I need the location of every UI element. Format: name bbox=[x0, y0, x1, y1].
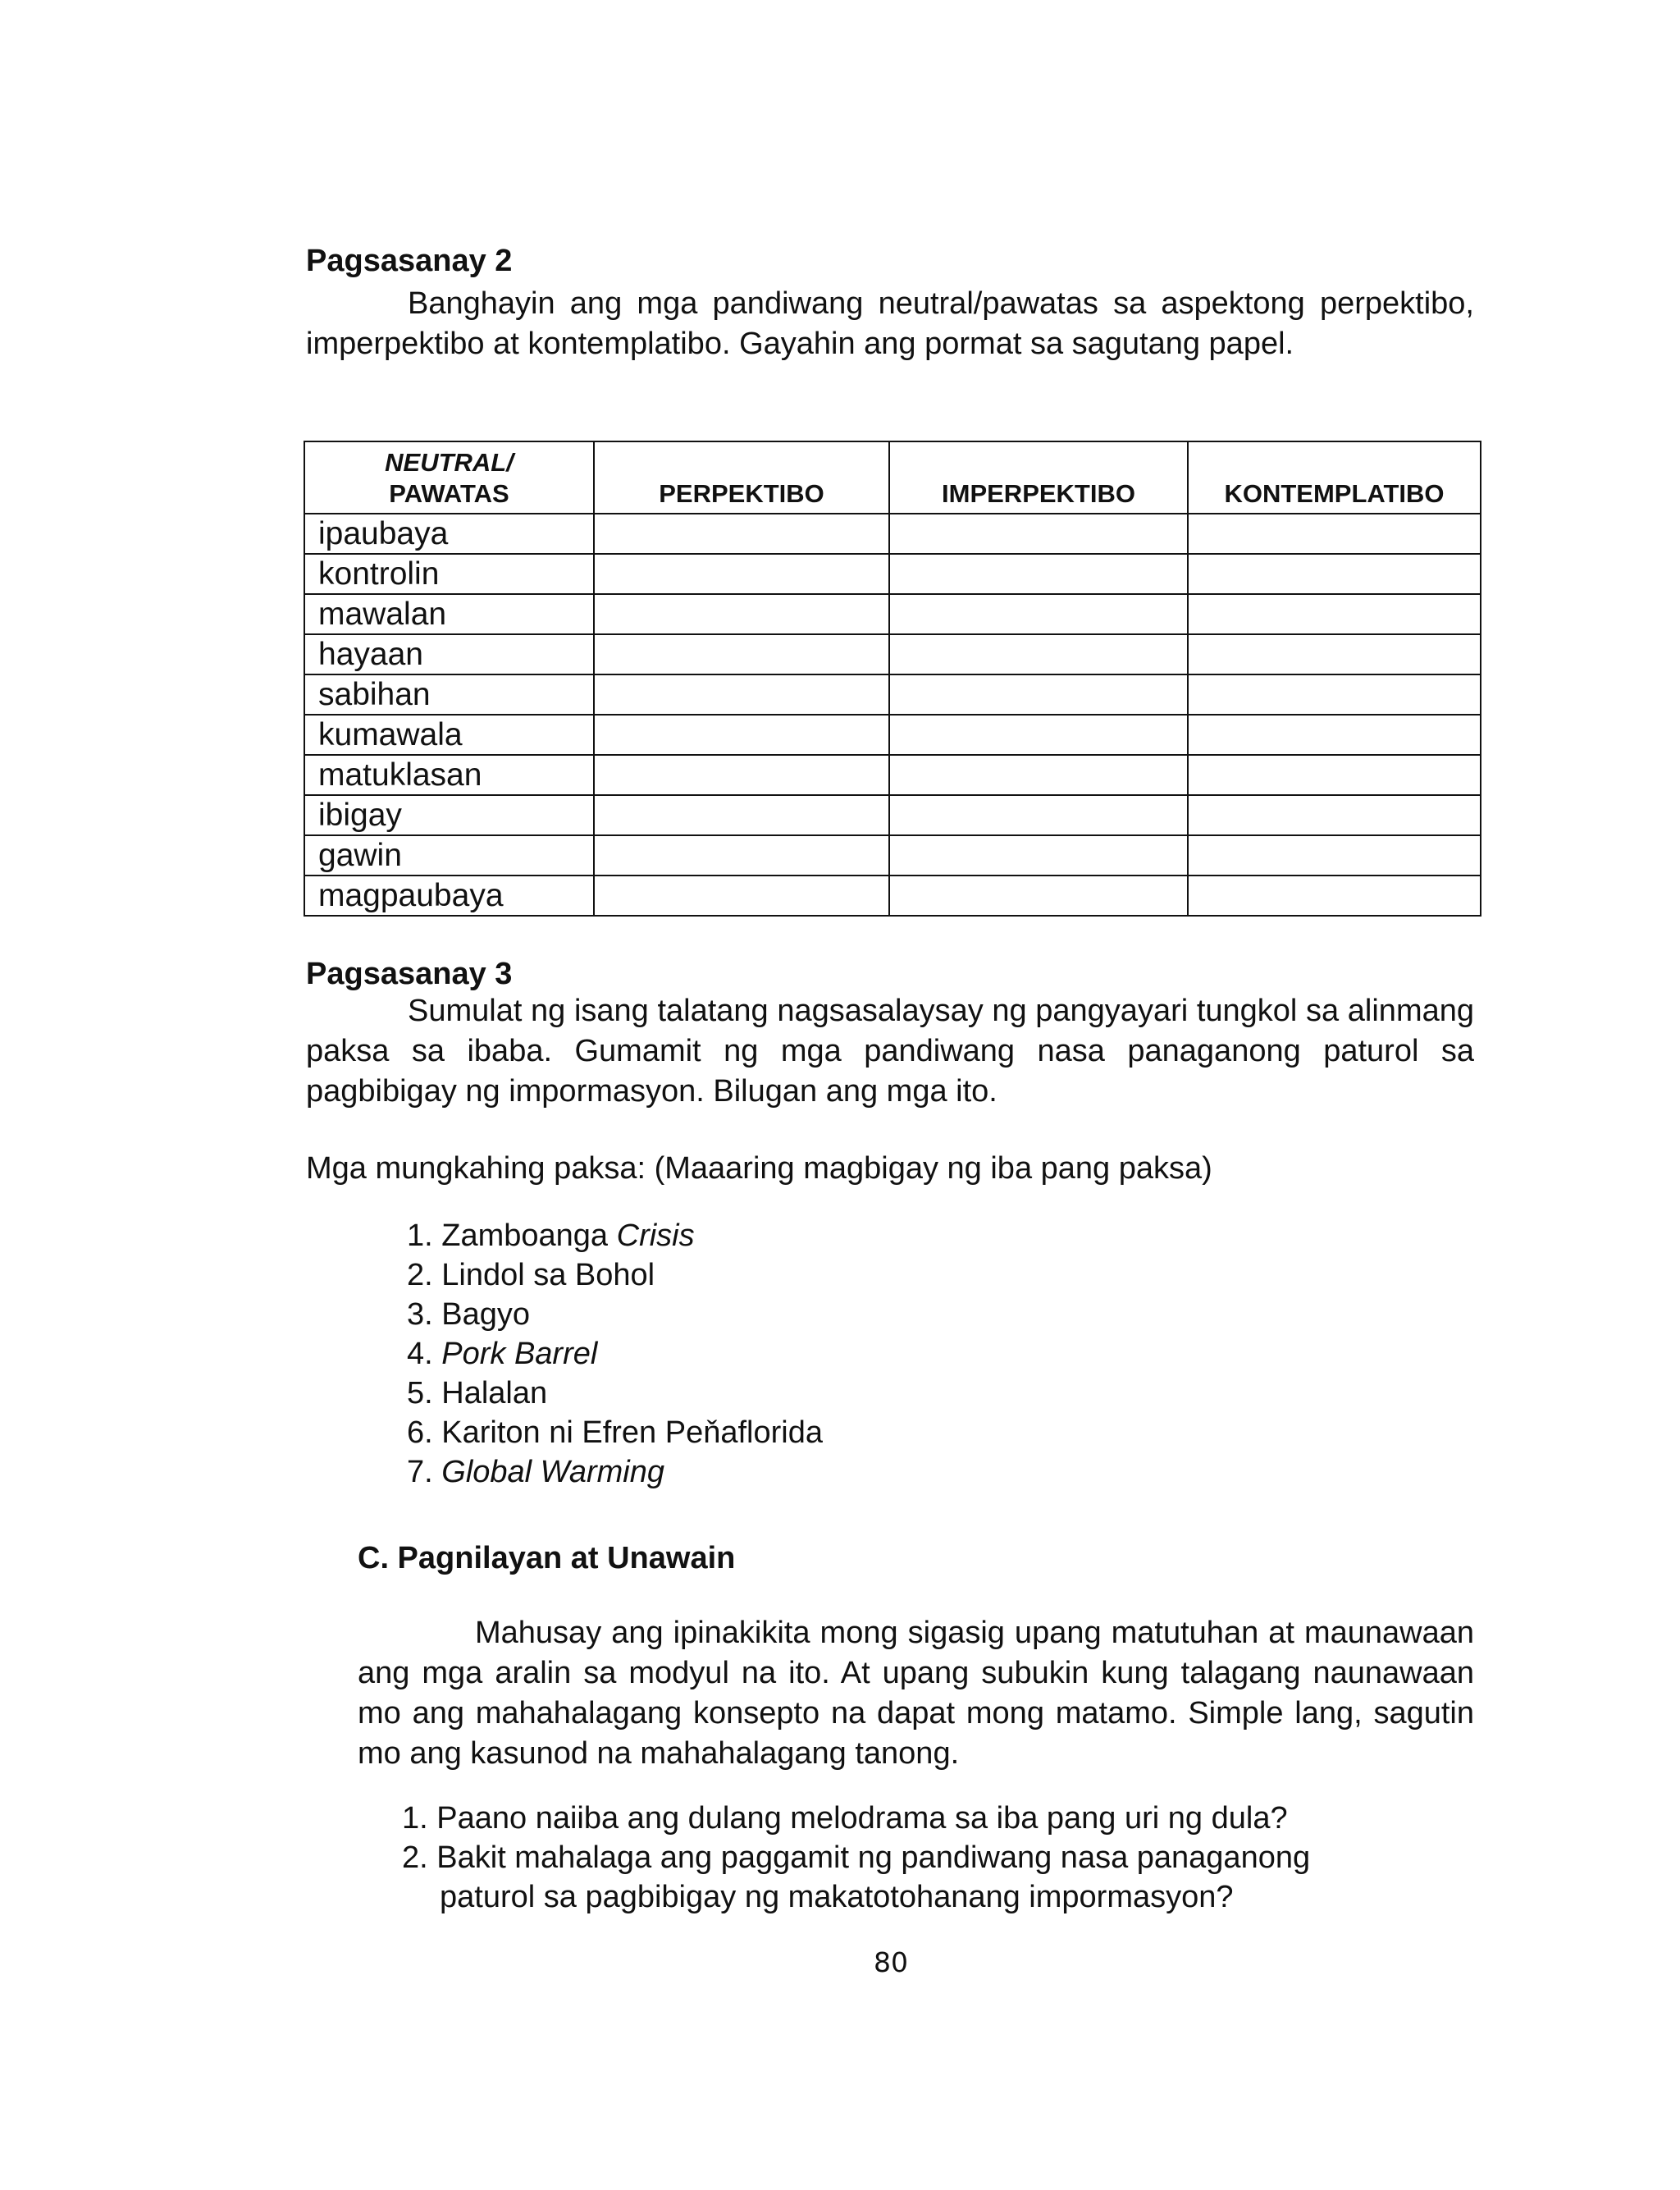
pagsasanay-2-instruction: Banghayin ang mga pandiwang neutral/pawatas sa aspektong perpektibo, imperpektibo at kontemplatibo. Gayahin ang pormat sa sagutang papel. bbox=[306, 286, 1474, 361]
imperpektibo-answer-cell bbox=[889, 835, 1188, 876]
list-item bbox=[407, 1413, 823, 1452]
question-number: 2. bbox=[402, 1840, 428, 1875]
table-row bbox=[304, 514, 1481, 554]
topics-list bbox=[407, 1216, 823, 1492]
question-text: Paano naiiba ang dulang melodrama sa iba pang uri ng dula? bbox=[436, 1801, 1288, 1836]
perpektibo-answer-cell bbox=[594, 634, 889, 674]
verb-cell: kumawala bbox=[304, 715, 594, 755]
imperpektibo-answer-cell bbox=[889, 795, 1188, 835]
list-number: 3. bbox=[407, 1297, 433, 1332]
topic-text: Zamboanga bbox=[441, 1218, 617, 1253]
list-item bbox=[407, 1255, 823, 1295]
table-row bbox=[304, 554, 1481, 594]
kontemplatibo-answer-cell bbox=[1188, 755, 1481, 795]
topic-text: Kariton ni Efren Peňaflorida bbox=[441, 1415, 823, 1450]
perpektibo-answer-cell bbox=[594, 674, 889, 715]
kontemplatibo-answer-cell bbox=[1188, 674, 1481, 715]
table-row bbox=[304, 674, 1481, 715]
header-perpektibo: PERPEKTIBO bbox=[594, 441, 889, 514]
section-c-paragraph: Mahusay ang ipinakikita mong sigasig upang matutuhan at maunawaan ang mga aralin sa modyul na ito. At upang subukin kung talagang naunawaan mo ang mahahalagang konsepto na dapat mong matamo. Simple lang, sagutin mo ang kasunod na mahahalagang tanong. bbox=[358, 1616, 1474, 1771]
question-item bbox=[402, 1799, 1310, 1838]
table-header-row bbox=[304, 441, 1481, 514]
header-pawatas-label: PAWATAS bbox=[389, 479, 509, 508]
list-item bbox=[407, 1295, 823, 1334]
topic-italic-text: Pork Barrel bbox=[441, 1337, 598, 1371]
list-number: 7. bbox=[407, 1455, 433, 1489]
table-row bbox=[304, 755, 1481, 795]
questions-list bbox=[402, 1799, 1310, 1917]
list-number: 2. bbox=[407, 1258, 433, 1292]
table-row bbox=[304, 835, 1481, 876]
imperpektibo-answer-cell bbox=[889, 514, 1188, 554]
perpektibo-answer-cell bbox=[594, 594, 889, 634]
verb-cell: sabihan bbox=[304, 674, 594, 715]
verb-cell: kontrolin bbox=[304, 554, 594, 594]
verb-cell: ibigay bbox=[304, 795, 594, 835]
perpektibo-answer-cell bbox=[594, 835, 889, 876]
kontemplatibo-answer-cell bbox=[1188, 715, 1481, 755]
question-item bbox=[402, 1838, 1310, 1917]
question-text-continued: paturol sa pagbibigay ng makatotohanang impormasyon? bbox=[440, 1880, 1234, 1914]
perpektibo-answer-cell bbox=[594, 795, 889, 835]
imperpektibo-answer-cell bbox=[889, 674, 1188, 715]
table-row bbox=[304, 876, 1481, 916]
pagsasanay-3-title: Pagsasanay 3 bbox=[306, 957, 513, 991]
imperpektibo-answer-cell bbox=[889, 634, 1188, 674]
header-neutral-label: NEUTRAL/ bbox=[385, 448, 514, 477]
page-number: 80 bbox=[874, 1946, 908, 1978]
list-item bbox=[407, 1216, 823, 1255]
imperpektibo-answer-cell bbox=[889, 594, 1188, 634]
list-item bbox=[407, 1452, 823, 1492]
verb-cell: mawalan bbox=[304, 594, 594, 634]
list-number: 4. bbox=[407, 1337, 433, 1371]
perpektibo-answer-cell bbox=[594, 715, 889, 755]
perpektibo-answer-cell bbox=[594, 514, 889, 554]
topic-italic-text: Global Warming bbox=[441, 1455, 664, 1489]
list-item bbox=[407, 1334, 823, 1374]
verb-cell: magpaubaya bbox=[304, 876, 594, 916]
kontemplatibo-answer-cell bbox=[1188, 594, 1481, 634]
pagsasanay-2-title: Pagsasanay 2 bbox=[306, 244, 513, 278]
verb-cell: hayaan bbox=[304, 634, 594, 674]
question-number: 1. bbox=[402, 1801, 428, 1836]
conjugation-table bbox=[304, 441, 1481, 917]
list-number: 5. bbox=[407, 1376, 433, 1410]
kontemplatibo-answer-cell bbox=[1188, 514, 1481, 554]
pagsasanay-3-instruction: Sumulat ng isang talatang nagsasalaysay ng pangyayari tungkol sa alinmang paksa sa ibaba. Gumamit ng mga pandiwang nasa panaganong paturol sa pagbibigay ng impormasyon. Bilugan ang mga ito. bbox=[306, 994, 1474, 1109]
imperpektibo-answer-cell bbox=[889, 554, 1188, 594]
list-number: 6. bbox=[407, 1415, 433, 1450]
topic-italic-text: Crisis bbox=[616, 1218, 695, 1253]
imperpektibo-answer-cell bbox=[889, 876, 1188, 916]
topic-text: Lindol sa Bohol bbox=[441, 1258, 655, 1292]
imperpektibo-answer-cell bbox=[889, 755, 1188, 795]
topic-text: Halalan bbox=[441, 1376, 548, 1410]
header-kontemplatibo: KONTEMPLATIBO bbox=[1188, 441, 1481, 514]
topic-text: Bagyo bbox=[441, 1297, 531, 1332]
header-imperpektibo: IMPERPEKTIBO bbox=[889, 441, 1188, 514]
section-c-title: C. Pagnilayan at Unawain bbox=[358, 1541, 736, 1575]
table-row bbox=[304, 795, 1481, 835]
list-number: 1. bbox=[407, 1218, 433, 1253]
kontemplatibo-answer-cell bbox=[1188, 634, 1481, 674]
suggested-topics-label: Mga mungkahing paksa: (Maaaring magbigay ng iba pang paksa) bbox=[306, 1151, 1212, 1186]
verb-cell: gawin bbox=[304, 835, 594, 876]
perpektibo-answer-cell bbox=[594, 876, 889, 916]
question-text: Bakit mahalaga ang paggamit ng pandiwang nasa panaganong bbox=[436, 1840, 1311, 1875]
table-row bbox=[304, 634, 1481, 674]
perpektibo-answer-cell bbox=[594, 755, 889, 795]
table-row bbox=[304, 594, 1481, 634]
list-item bbox=[407, 1374, 823, 1413]
imperpektibo-answer-cell bbox=[889, 715, 1188, 755]
header-neutral-pawatas bbox=[304, 441, 594, 514]
verb-cell: ipaubaya bbox=[304, 514, 594, 554]
kontemplatibo-answer-cell bbox=[1188, 795, 1481, 835]
verb-cell: matuklasan bbox=[304, 755, 594, 795]
table-row bbox=[304, 715, 1481, 755]
kontemplatibo-answer-cell bbox=[1188, 835, 1481, 876]
perpektibo-answer-cell bbox=[594, 554, 889, 594]
kontemplatibo-answer-cell bbox=[1188, 554, 1481, 594]
kontemplatibo-answer-cell bbox=[1188, 876, 1481, 916]
